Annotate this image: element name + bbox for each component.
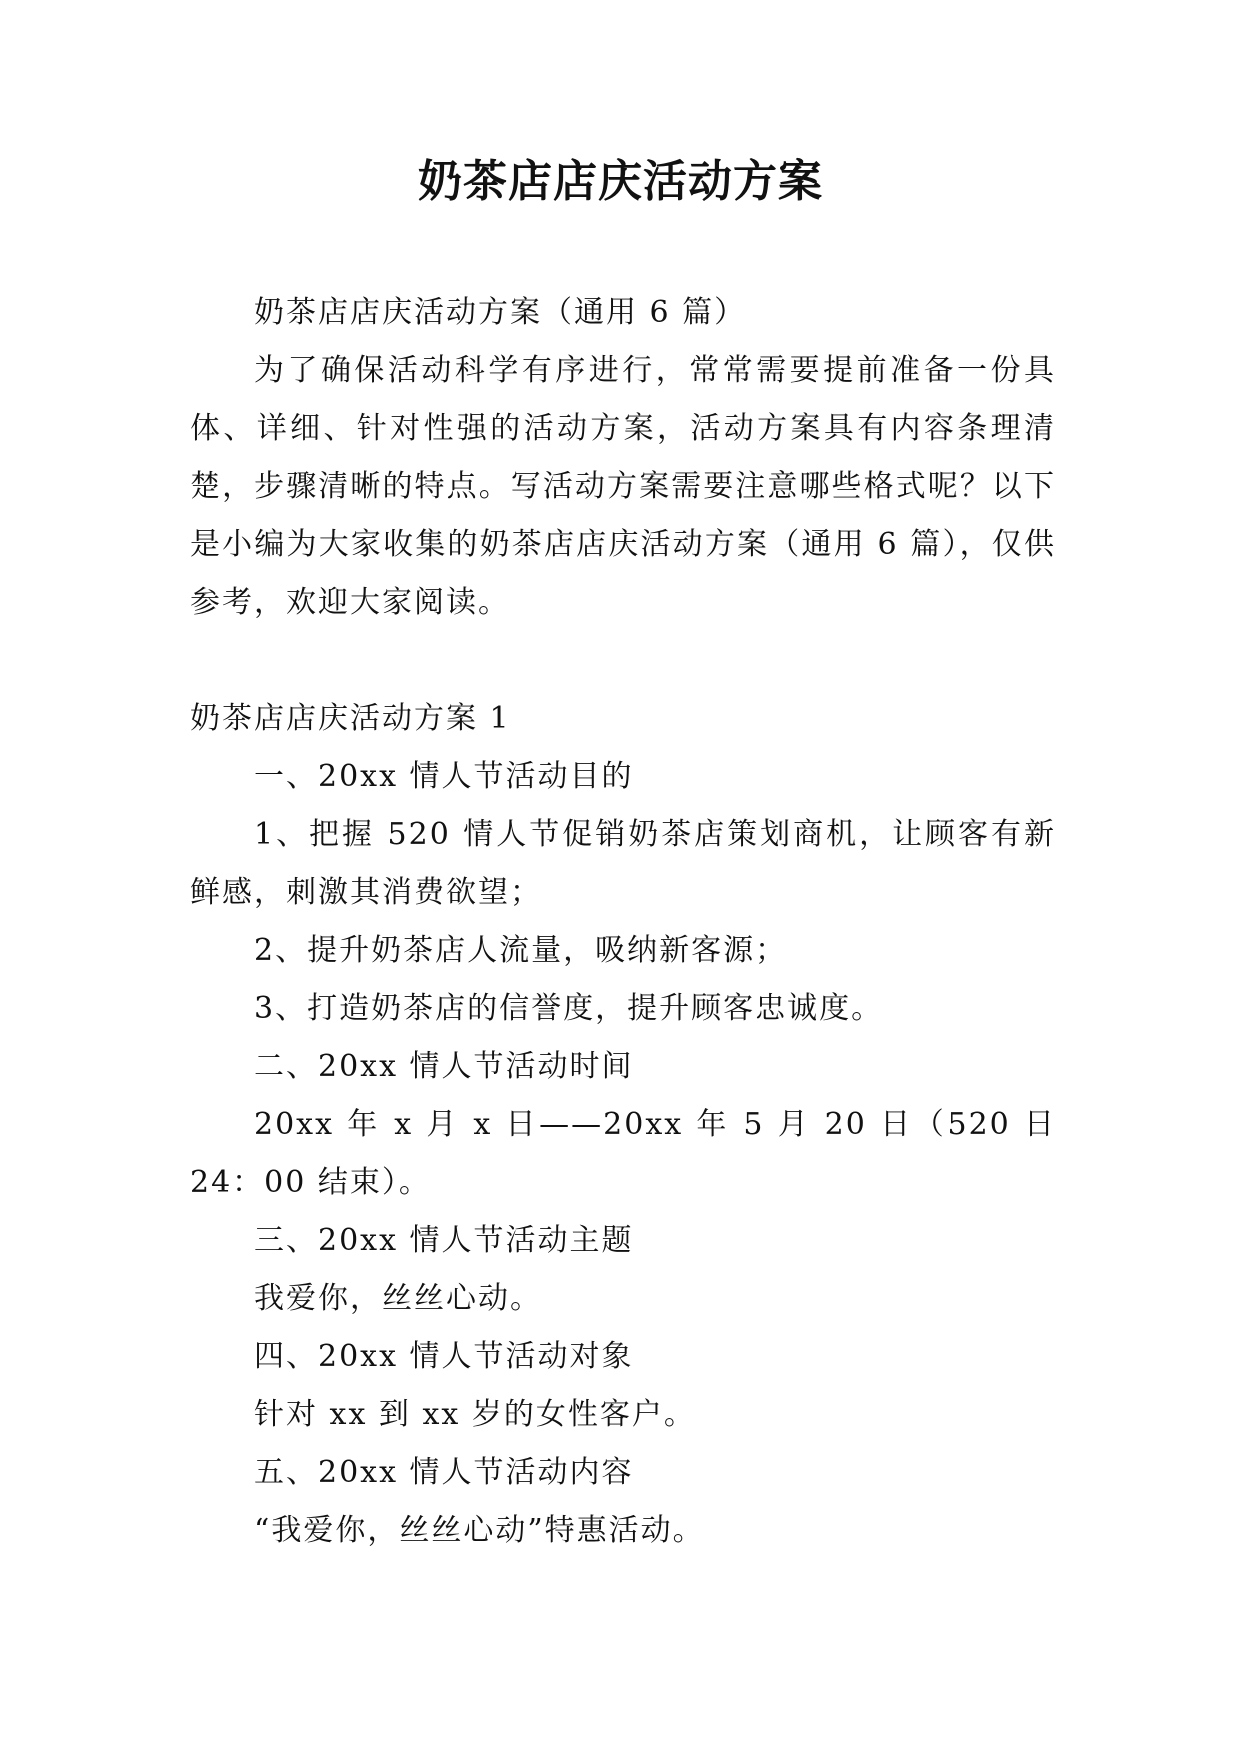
paragraph-activity-target: 针对 xx 到 xx 岁的女性客户。 bbox=[254, 1397, 696, 1432]
heading-activity-time: 二、20xx 情人节活动时间 bbox=[254, 1049, 634, 1084]
heading-activity-content: 五、20xx 情人节活动内容 bbox=[254, 1455, 634, 1490]
heading-activity-theme: 三、20xx 情人节活动主题 bbox=[254, 1223, 634, 1258]
section-heading-plan-1: 奶茶店店庆活动方案 1 bbox=[190, 701, 511, 736]
paragraph-spacer bbox=[190, 632, 1056, 690]
list-item-purpose-2: 2、提升奶茶店人流量，吸纳新客源； bbox=[254, 933, 788, 968]
heading-activity-target: 四、20xx 情人节活动对象 bbox=[254, 1339, 634, 1374]
document-title: 奶茶店店庆活动方案 bbox=[418, 156, 823, 207]
paragraph-intro: 为了确保活动科学有序进行，常常需要提前准备一份具体、详细、针对性强的活动方案，活动方案具有内容条理清楚，步骤清晰的特点。写活动方案需要注意哪些格式呢？以下是小编为大家收集的奶茶店店庆活动方案（通用 6 篇），仅供参考，欢迎大家阅读。 bbox=[190, 353, 1056, 620]
paragraph-activity-time: 20xx 年 x 月 x 日——20xx 年 5 月 20 日（520 日 24：00 结束）。 bbox=[190, 1107, 1056, 1200]
document-body bbox=[190, 284, 1056, 1560]
paragraph-activity-content: “我爱你，丝丝心动”特惠活动。 bbox=[254, 1513, 705, 1548]
list-item-purpose-3: 3、打造奶茶店的信誉度，提升顾客忠诚度。 bbox=[254, 991, 884, 1026]
paragraph-activity-theme: 我爱你，丝丝心动。 bbox=[254, 1281, 542, 1316]
paragraph-subtitle: 奶茶店店庆活动方案（通用 6 篇） bbox=[254, 295, 747, 330]
heading-activity-purpose: 一、20xx 情人节活动目的 bbox=[254, 759, 634, 794]
list-item-purpose-1: 1、把握 520 情人节促销奶茶店策划商机，让顾客有新鲜感，刺激其消费欲望； bbox=[190, 817, 1056, 910]
